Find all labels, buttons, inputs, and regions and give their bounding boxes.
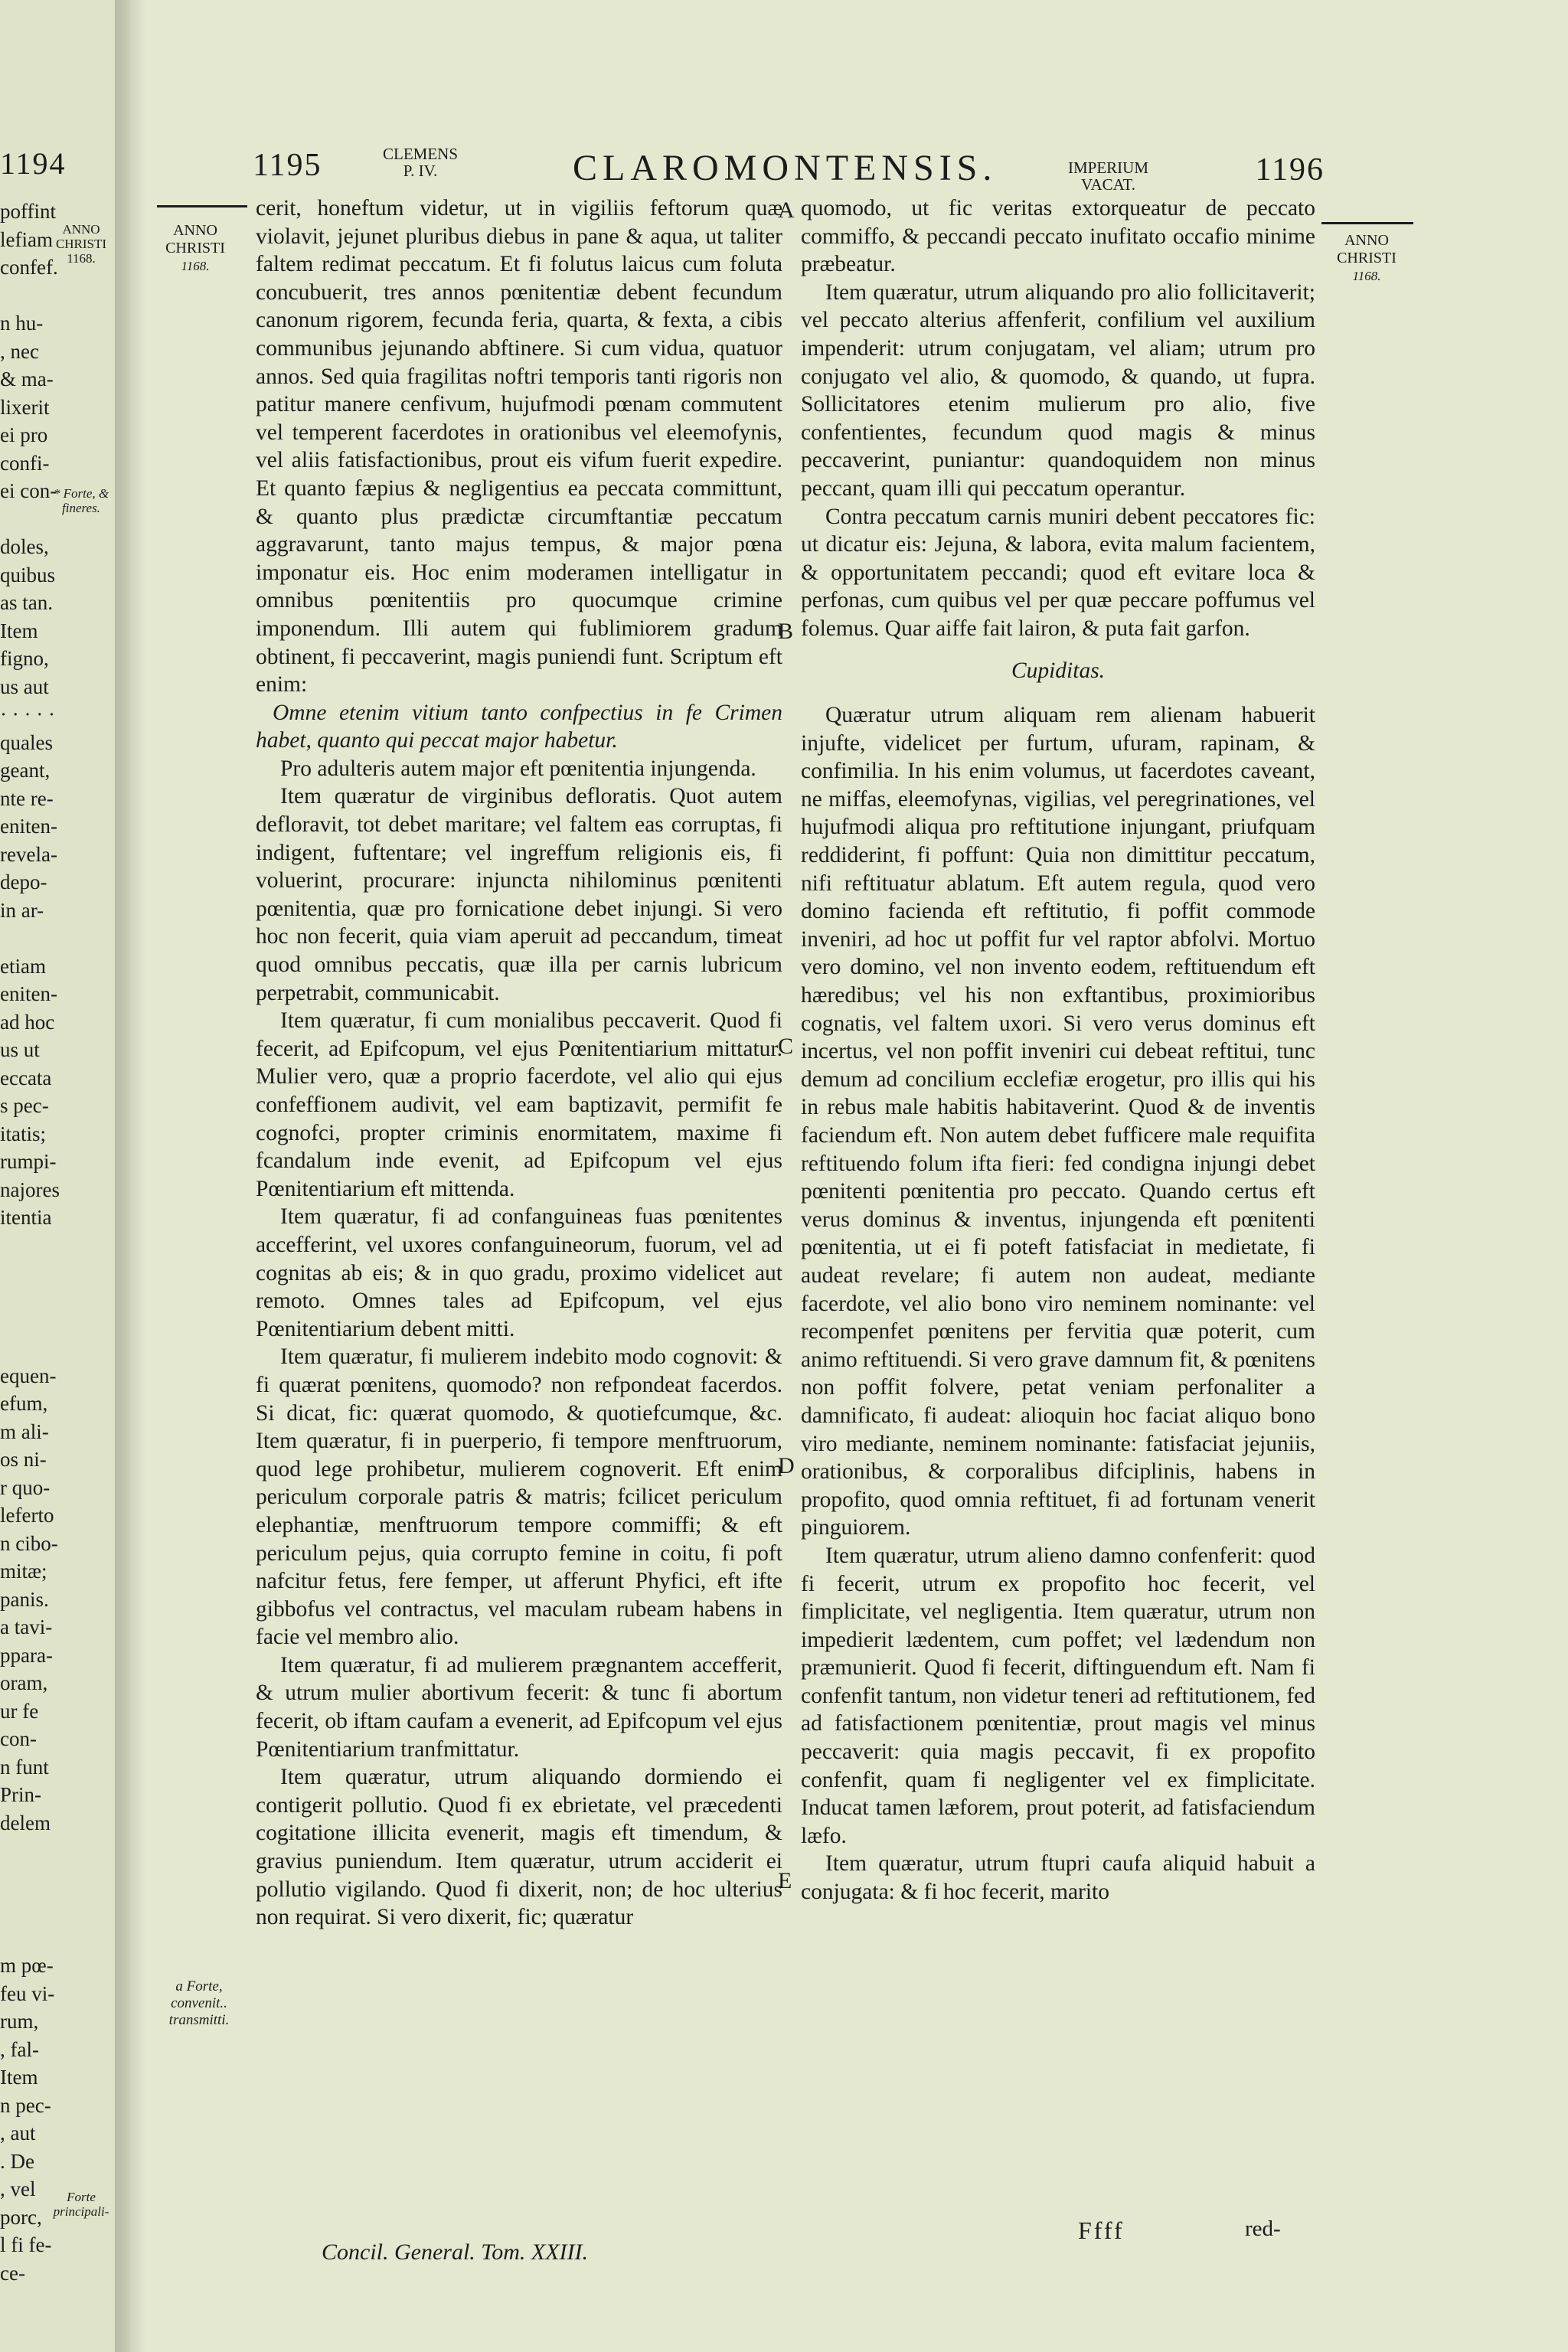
paragraph: Item quæratur, fi cum monialibus peccaverit. Quod fi fecerit, ad Epifcopum, vel ejus Pœnitentiarium mittatur. Mulier vero, quæ a proprio facerdote, vel alio qui ejus confeffionem audivit, vel eam baptizavit, permifit fe cognofci, propter criminis enormitatem, maxime fi fcandalum inde evenit, ad Epifcopum vel ejus Pœnitentiarium eft mittenda. [256, 1008, 782, 1201]
paragraph: Quæratur utrum aliquam rem alienam habuerit injufte, videlicet per furtum, ufuram, rapinam, & confimilia. In his enim volumus, ut facerdotes caveant, ne miffas, eleemofynas, vigilias, vel peregrinationes, vel hujufmodi aliqua pro reftitutione injungant, priufquam reddiderint, fi poffunt: Quia non dimittitur peccatum, nifi reftituatur ablatum. Eft autem regula, quod vero domino facienda eft reftitutio, fi poffit commode inveniri, ad hoc ut poffit fur vel raptor abfolvi. Mortuo vero domino, vel non invento eodem, reftituendum eft hæredibus; vel his non exftantibus, proximioribus cognatis, vel faltem uxori. Si vero verus dominus eft incertus, vel non poffit inveniri cui debeat reftitui, tunc demum ad concilium ecclefiæ erogetur, pro illis qui his in rebus male habitis habitaverint. Quod & de inventis faciendum eft. Non autem debet fufficere male requifita reftituendo folum ifta fieri: fed condigna injungi debet pœnitenti pœnitentia pro peccato. Quando certus eft verus dominus & inventus, injungenda eft pœnitenti pœnitentia, ut ei fi poteft fatisfaciat in medietate, fi audeat revelare; fi autem non audeat, mediante facerdote, vel alio bono viro neminem nominante: vel recompenfet pœnitens per fervitia quæ poterit, cum animo reftituendi. Si vero grave damnum fit, & pœnitens non poffit folvere, petat veniam perfonaliter a damnificato, fi audeat: alioquin hoc faciat aliquo bono viro mediante, neminem nominante: fatisfaciat jejuniis, orationibus, & corporalibus difciplinis, habens in propofito, quod omnia reftituet, fi ad fortunam venerit pinguiorem. [801, 703, 1315, 1540]
previous-page-line [0, 282, 61, 310]
previous-page-line: os ni- [0, 1448, 47, 1471]
margin-rule-right [1321, 222, 1413, 224]
previous-page-line: delem [0, 1811, 51, 1834]
previous-page-line: ei pro [0, 423, 48, 446]
paragraph: Item quæratur, fi ad mulierem prægnantem accefferit, & utrum mulier abortivum fecerit: & tunc fi abortum fecerit, ob iftam caufam a evenerit, ad Epifcopum vel ejus Pœnitentiarium tranfmittatur. [256, 1652, 782, 1762]
verse-quote: Omne etenim vitium tanto confpectius in fe Crimen habet, quanto qui peccat major habetur. [256, 700, 782, 753]
previous-page-line: rumpi- [0, 1150, 57, 1173]
previous-page-line: depo- [0, 871, 47, 893]
previous-page-line: eccata [0, 1066, 52, 1089]
text-column-right [801, 194, 1315, 1906]
signature-mark: Ffff [1078, 2216, 1125, 2244]
previous-page-line: · · · · · [0, 703, 55, 726]
previous-page-line: ppara- [0, 1643, 53, 1667]
previous-page-line: geant, [0, 759, 51, 782]
previous-page-line: , nec [0, 339, 39, 363]
previous-page-line: itentia [0, 1206, 52, 1229]
paragraph: Item quæratur, utrum aliquando dormiendo ei contigerit pollutio. Quod fi ex ebrietate, vel præcedenti cogitatione illicita evenerit, magis eft timendum, & gravius puniendum. Item quæratur, utrum acciderit ei pollutio vigilando. Quod fi dixerit, non; de hoc ulterius non requirat. Si vero dixerit, fic; quæratur [256, 1765, 782, 1930]
previous-page-margin-note: * Forte, & fineres. [53, 486, 109, 515]
header-empire: IMPERIUM VACAT. [1068, 158, 1149, 194]
previous-page-number: 1194 [0, 146, 67, 181]
previous-page-line: as tan. [0, 591, 53, 614]
paragraph: cerit, honeftum videtur, ut in vigiliis feftorum quæ violavit, jejunet pluribus diebus in pane & aqua, ut taliter faltem redimat peccatum. Et fi folutus laicus cum foluta concubuerit, tres annos pœnitentiæ debent fecundum canonum rigorem, fecunda feria, quarta, & fexta, a cibis communibus jejunando abftinere. Si cum vidua, quatuor annos. Sed quia fragilitas noftri temporis tanti rigoris non patitur manere cenfivum, hujufmodi pœnam commutent vel temperent facerdotes in orationibus vel eleemofynis, vel aliis fatisfactionibus, prout eis vifum fuerit expedire. Et quanto fæpius & negligentius ea peccata committunt, & quanto plus prædictæ circumftantiæ peccatum aggravarunt, tanto majus tempus, & major pœna imponatur eis. Hoc enim moderamen intelligatur in omnibus pœnitentiis pro quocumque crimine imponendum. Illi autem qui fublimiorem gradum obtinent, fi peccaverint, magis puniendi funt. Scriptum eft enim: [256, 196, 782, 697]
previous-page-line: , fal- [0, 2037, 39, 2061]
page-number-right: 1196 [1255, 152, 1325, 188]
previous-page-line: us aut [0, 675, 49, 698]
previous-page-line: ad hoc [0, 1010, 55, 1034]
header-title: CLAROMONTENSIS. [573, 148, 998, 188]
page-header [253, 138, 1325, 199]
previous-page-line: leferto [0, 1504, 54, 1527]
marginal-note: a Forte, convenit.. transmitti. [168, 1978, 230, 2028]
margin-year-right: ANNO CHRISTI 1168. [1337, 232, 1396, 283]
paragraph: Item quæratur, utrum aliquando pro alio follicitaverit; vel peccato alterius affenferit, confilium vel auxilium impenderit: utrum conjugatam, vel aliam; utrum pro conjugato vel alio, & quomodo, & quando, ut fupra. Sollicitatores etenim mulierum pro alio, five confentientes, fecundum quod magis & minus peccaverint, puniantur: quandoquidem non minus peccant, quam illi qui peccatum operantur. [801, 279, 1315, 501]
previous-page-line: najores [0, 1178, 60, 1201]
previous-page-line: porc, [0, 2205, 42, 2229]
previous-page-line: Item [0, 2066, 38, 2089]
previous-page-line: lefiam [0, 227, 53, 251]
previous-page-line: confef. [0, 256, 58, 279]
section-marker-d: D [778, 1453, 795, 1478]
paragraph: Item quæratur, fi mulierem indebito modo cognovit: & fi quærat pœnitens, quomodo? non refpondeat facerdos. Si dicat, fic: quærat quomodo, & quotiefcumque, &c. Item quæratur, fi in puerperio, fi tempore menftruorum, quod lege prohibetur, mulierem cognoverit. Eft enim periculum corporale patris & matris; fcilicet periculum elephantiæ, menftruorum tempore commiffi; & eft periculum pejus, quia corrupto femine in coitu, fi poft nafcitur fetus, fere femper, ut afferunt Phyfici, eft ifte gibbofus vel contractus, vel maculam rubeam habens in facie vel membro alio. [256, 1344, 782, 1650]
book-spine-shadow [115, 0, 145, 2352]
previous-page-line [0, 924, 61, 952]
previous-page-line: lixerit [0, 395, 50, 419]
previous-page-line: r quo- [0, 1475, 51, 1499]
margin-year-left: ANNO CHRISTI 1168. [165, 222, 225, 273]
previous-page-line: eniten- [0, 982, 57, 1005]
previous-page-line: doles, [0, 535, 49, 558]
previous-page-line: rum, [0, 2010, 39, 2033]
previous-page-margin-year: ANNO CHRISTI 1168. [55, 222, 107, 266]
previous-page-line: poffint [0, 200, 56, 223]
previous-page-edge [0, 0, 130, 2352]
previous-page-margin-note: Forte principali- [53, 2190, 109, 2219]
previous-page-line: ce- [0, 2261, 25, 2285]
previous-page-line: Item [0, 619, 38, 642]
previous-page-line: mitæ; [0, 1560, 47, 1583]
previous-page-line: in ar- [0, 898, 44, 922]
page-number-left: 1195 [253, 148, 322, 183]
previous-page-line: efum, [0, 1392, 48, 1415]
section-heading: Cupiditas. [1011, 658, 1106, 683]
previous-page-line: confi- [0, 451, 50, 475]
paragraph: quomodo, ut fic veritas extorqueatur de peccato commiffo, & peccandi peccato inufitato occafio minime præbeatur. [801, 196, 1315, 277]
previous-page-line: m pœ- [0, 1954, 54, 1977]
paragraph: Item quæratur, fi ad confanguineas fuas pœnitentes accefferint, vel uxores confanguineorum, fuorum, vel ad cognitas ab eis; & in quo gradu, proximo videlicet aut remoto. Omnes tales ad Epifcopum, vel ejus Pœnitentiarium debent mitti. [256, 1204, 782, 1341]
previous-page-line: quales [0, 730, 53, 754]
previous-page-line: n pec- [0, 2093, 51, 2117]
margin-rule-left [157, 205, 247, 207]
footer-source: Concil. General. Tom. XXIII. [322, 2239, 589, 2265]
previous-page-line: panis. [0, 1587, 49, 1611]
previous-page-line: , vel [0, 2177, 36, 2200]
previous-page-line: n cibo- [0, 1531, 58, 1555]
section-marker-a: A [778, 198, 795, 223]
previous-page-line: equen- [0, 1364, 57, 1387]
header-pope: CLEMENS P. IV. [383, 145, 459, 180]
previous-page-line: itatis; [0, 1122, 46, 1145]
previous-page-line: nte re- [0, 786, 54, 810]
paragraph: Pro adulteris autem major eft pœnitentia injungenda. [280, 756, 756, 781]
previous-page-line: ei con- [0, 479, 57, 502]
previous-page-line: & ma- [0, 368, 54, 390]
previous-page-line: Prin- [0, 1783, 41, 1806]
paragraph: Item quæratur de virginibus defloratis. Quot autem defloravit, tot debet maritare; vel faltem eas corruptas, fi indigent, fuftentare; vel ingreffum religionis eis, fi voluerint, procurare: injuncta nihilominus pœnitenti pœnitentia, quæ pro fornicatione debet injungi. Si vero hoc non fecerit, quia viam aperuit ad peccandum, timeat quod omnibus peccatis, quæ illa per carnis lubricum perpetrabit, communicabit. [256, 784, 782, 1005]
previous-page-line: n funt [0, 1755, 49, 1779]
previous-page-line: quibus [0, 563, 56, 586]
previous-page-line: revela- [0, 842, 57, 866]
previous-page-line: us ut [0, 1038, 40, 1061]
paragraph: Item quæratur, utrum ftupri caufa aliquid habuit a conjugata: & fi hoc fecerit, marito [801, 1851, 1315, 1905]
previous-page-line: n hu- [0, 312, 44, 335]
previous-page-line: oram, [0, 1671, 48, 1694]
paragraph: Item quæratur, utrum alieno damno confenferit: quod fi fecerit, utrum ex propofito hoc fecerit, vel fimplicitate, vel negligentia. Item quæratur, utrum non impedierit lædentem, cum poffet; vel lædendum non præmunierit. Quod fi fecerit, diftinguendum eft. Nam fi confenfit tantum, non videtur teneri ad reftitutionem, fed ad fatisfactionem pœnitentiæ, prout magis vel minus peccaverit: quia magis peccavit, fi ex propofito confenfit, quam fi negligenter vel ex fimplicitate. Inducat tamen læforem, prout poterit, ad fatisfaciendum læfo. [801, 1543, 1315, 1848]
paragraph: Contra peccatum carnis muniri debent peccatores fic: ut dicatur eis: Jejuna, & labora, evita malum facientem, & opportunitatem peccandi; quod eft evitare loca & perfonas, cum quibus vel per quæ peccare poffumus vel folemus. Quar aiffe fait lairon, & puta fait garfon. [801, 504, 1315, 641]
section-marker-c: C [778, 1034, 794, 1059]
previous-page-line: etiam [0, 954, 46, 978]
previous-page-line: a tavi- [0, 1615, 53, 1638]
previous-page-line: eniten- [0, 815, 57, 838]
text-column-left [256, 194, 782, 1932]
section-marker-e: E [778, 1868, 792, 1893]
previous-page-line: . De [0, 2149, 34, 2173]
section-marker-b: B [778, 619, 794, 644]
previous-page-line: ur fe [0, 1699, 39, 1723]
previous-page-line: l fi fe- [0, 2233, 52, 2256]
previous-page-line: figno, [0, 647, 49, 670]
previous-page-line: feu vi- [0, 1981, 55, 2005]
previous-page-line: s pec- [0, 1094, 49, 1117]
previous-page-line: m ali- [0, 1419, 49, 1443]
previous-page-line: con- [0, 1727, 37, 1750]
catchword: red- [1245, 2216, 1281, 2241]
previous-page-line: , aut [0, 2122, 36, 2145]
